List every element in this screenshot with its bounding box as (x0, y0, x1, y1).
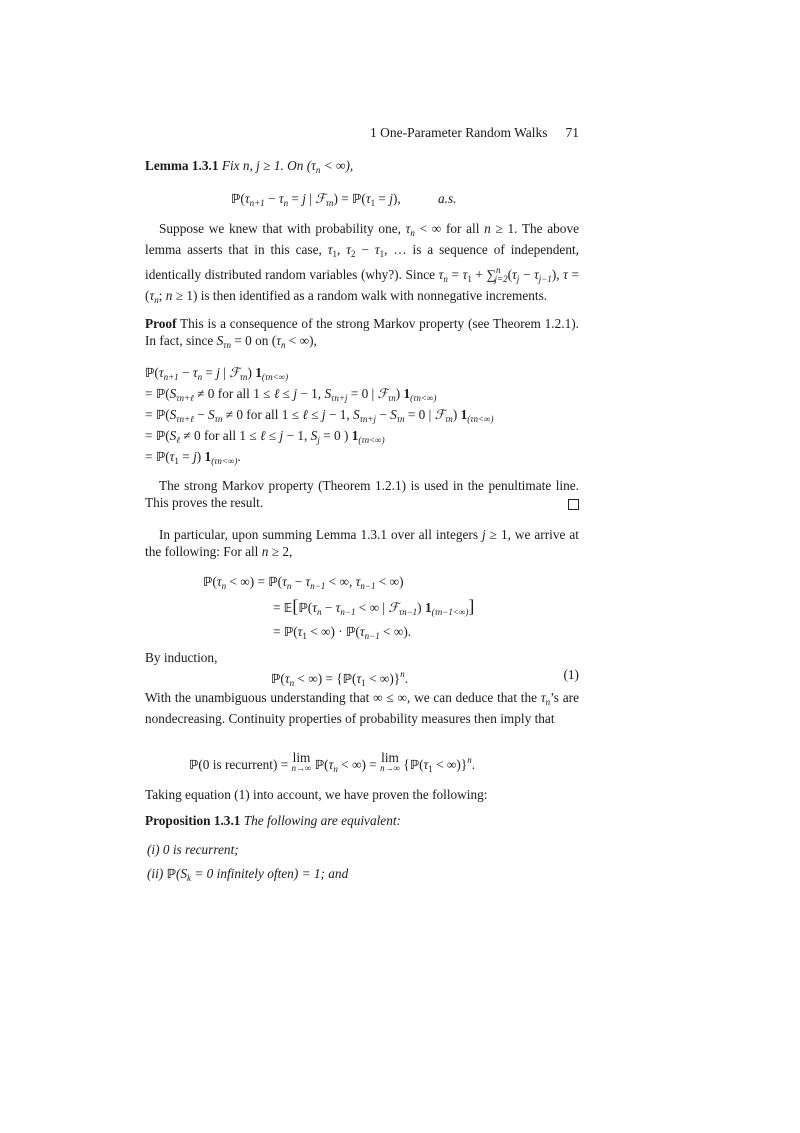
eq-block-line-2: = $𝔼[ℙ(\tau_n - \tau_{n-1}$ < ∞ | ℱ$_{\tau n-1}$) $1_{(\tau n-1<\infty)}$] (273, 596, 475, 617)
lemma-text: Fix n, j ≥ 1. On ($\tau_n$ < ∞), (221, 158, 354, 175)
equation-number: (1) (563, 667, 579, 682)
lemma-statement (145, 158, 579, 179)
proof-closing-text: The strong Markov property (Theorem 1.2.1) is used in the penultimate line. This proves the result. (145, 478, 579, 510)
proof-line-5: = $ℙ(\tau_1 = j)$ $1_{(\tau n<\infty)}$. (145, 449, 241, 466)
proof-line-4: = $ℙ(S_\ell \ne 0$ for all 1 ≤ ℓ ≤ j − 1, $S_j = 0$ ) $1_{(\tau n<\infty)}$ (145, 428, 385, 445)
eq-block-line-3: = $ℙ(\tau_1$ < ∞) · $ℙ(\tau_{n-1}$ < ∞). (273, 624, 412, 641)
lemma-display-equation: $ℙ(\tau_{n+1} - \tau_n = j$ | ℱ$_{\tau n}$) = $ℙ(\tau_1 = j)$, a.s. (231, 191, 457, 208)
running-head-title: 1 One-Parameter Random Walks (370, 125, 548, 140)
eq-block-line-1: $ℙ(\tau_n$ < ∞) = $ℙ(\tau_n - \tau_{n-1}$ < ∞, $\tau_{n-1}$ < ∞) (203, 574, 404, 591)
proposition-statement: The following are equivalent: (243, 813, 401, 828)
paragraph-taking-eq (145, 787, 579, 804)
qed-box (568, 499, 579, 510)
paragraph-continuity: With the unambiguous understanding that ∞ ≤ ∞, we can deduce that the $\tau_n’s$ are nondecreasing. Continuity properties of probability measures then imply that (145, 690, 579, 726)
induction-lead (145, 650, 579, 667)
proposition-item-1: (i) 0 is recurrent; (147, 842, 239, 857)
running-head (370, 125, 579, 141)
induction-equation: $ℙ(\tau_n$ < ∞) = $\{ℙ(\tau_1 < \infty)\}^n$. (1) (271, 667, 579, 688)
almost-surely: a.s. (438, 191, 457, 206)
induction-lead-text: By induction, (145, 650, 218, 665)
paragraph-iid: Suppose we knew that with probability one, $\tau_n$ < ∞ for all n ≥ 1. The above lemma asserts that in this case, $\tau_1$, $\tau_2 - \tau_1$, … is a sequence of independent, identically distributed random variables (why?). Since $\tau_n = \tau_1 + \sum^n_{j=2}(\tau_j - \tau_{j-1})$, $\tau = (\tau_n$; n ≥ 1) is then identified as a random walk with nonnegative increments. (145, 221, 580, 305)
lemma-label: Lemma 1.3.1 (145, 158, 219, 173)
proof-line-1: $ℙ(\tau_{n+1} - \tau_n = j$ | ℱ$_{\tau n}$) $1_{(\tau n<\infty)}$ (145, 365, 289, 382)
proof-line-3: = $ℙ(S_{\tau n+\ell} - S_{\tau n} \ne 0$ for all 1 ≤ ℓ ≤ j − 1, $S_{\tau n+j} - S_{\tau n} = 0$ | ℱ$_{\tau n}$) $1_{(\tau n<\infty)}$ (145, 407, 494, 424)
proof-label: Proof (145, 316, 177, 331)
proof-intro: Proof This is a consequence of the strong Markov property (see Theorem 1.2.1). In fact, since $S_{\tau n} = 0$ on ($\tau_n$ < ∞), (145, 316, 579, 350)
proof-line-2: = $ℙ(S_{\tau n+\ell} \ne 0$ for all 1 ≤ ℓ ≤ j − 1, $S_{\tau n+j} = 0$ | ℱ$_{\tau n}$) $1_{(\tau n<\infty)}$ (145, 386, 437, 403)
proof-closing (145, 478, 579, 511)
proposition-label: Proposition 1.3.1 (145, 813, 241, 828)
page-number: 71 (565, 125, 579, 140)
recurrent-equation: ℙ(0 is recurrent) = lim n→∞ $ℙ(\tau_n$ < ∞) = lim n→∞ $\{ℙ(\tau_1 < \infty)\}^n$. (189, 750, 476, 774)
paragraph-summing: In particular, upon summing Lemma 1.3.1 over all integers j ≥ 1, we arrive at the following: For all n ≥ 2, (145, 527, 579, 559)
proposition (145, 813, 579, 830)
paragraph-taking-eq-text: Taking equation (1) into account, we have proven the following: (145, 787, 488, 802)
proposition-item-2: (ii) $ℙ(S_k = 0$ infinitely often) = 1; and (147, 866, 349, 883)
